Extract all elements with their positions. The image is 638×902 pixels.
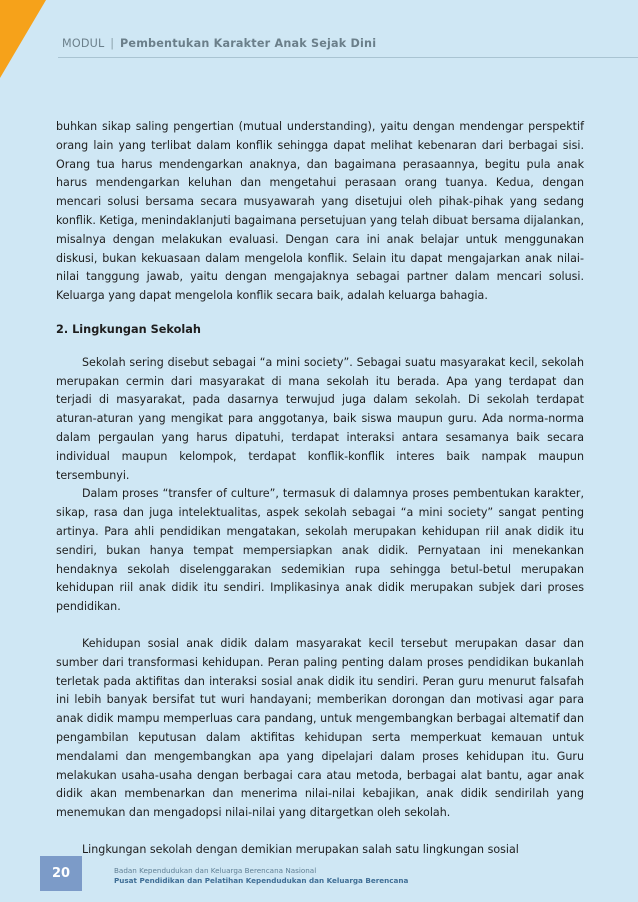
footer-line-1: Badan Kependudukan dan Keluarga Berencana Nasional	[114, 866, 317, 875]
footer-publisher	[114, 866, 408, 886]
paragraph-continued: buhkan sikap saling pengertian (mutual understanding), yaitu dengan mendengar perspektif orang lain yang terlibat dalam konflik sehingga dapat melihat kebenaran dari berbagai sisi. Orang tua harus mendengarkan anaknya, dan bagaimana perasaannya, begitu pula anak harus mendengarkan keluhan dan mengetahui perasaan orang tuanya. Kedua, dengan mencari solusi bersama secara musyawarah yang disetujui oleh pihak-pihak yang sedang konflik. Ketiga, menindaklanjuti bagaimana persetujuan yang telah dibuat bersama dijalankan, misalnya dengan melakukan evaluasi. Dengan cara ini anak belajar untuk menggunakan diskusi, bukan kekuasaan dalam mengelola konflik. Selain itu dapat mengajarkan anak nilai-nilai tanggung jawab, yaitu dengan mengajaknya sebagai partner dalam mencari solusi. Keluarga yang dapat mengelola konflik secara baik, adalah keluarga bahagia.	[56, 120, 584, 303]
corner-accent	[0, 0, 46, 78]
header-subtitle: Pembentukan Karakter Anak Sejak Dini	[120, 37, 377, 50]
header-separator: |	[110, 37, 115, 50]
paragraph: Dalam proses “transfer of culture”, termasuk di dalamnya proses pembentukan karakter, sikap, rasa dan juga intelektualitas, aspek sekolah sebagai “a mini society” sangat penting artinya. Para ahli pendidikan mengatakan, sekolah merupakan kehidupan riil anak didik itu sendiri, bukan hanya tempat mempersiapkan anak didik. Pernyataan ini menekankan hendaknya sekolah diselenggarakan sedemikian rupa sehingga betul-betul merupakan kehidupan riil anak didik itu sendiri. Implikasinya anak didik merupakan subjek dari proses pendidikan.	[56, 487, 584, 614]
page-header	[62, 37, 376, 50]
section-title: 2. Lingkungan Sekolah	[56, 322, 201, 336]
body-text	[56, 118, 584, 860]
paragraph: Kehidupan sosial anak didik dalam masyarakat kecil tersebut merupakan dasar dan sumber dari transformasi kehidupan. Peran paling penting dalam proses pendidikan bukanlah terletak pada aktifitas dan interaksi sosial anak didik itu sendiri. Peran guru menurut falsafah ini lebih banyak bersifat tut wuri handayani; memberikan dorongan dan motivasi agar para anak didik mampu memperluas cara pandang, untuk mengembangkan berbagai altematif dan pengambilan keputusan dalam aktifitas kehidupan serta memperkuat kemauan untuk mendalami dan mengembangkan apa yang dipelajari dalam proses kehidupan itu. Guru melakukan usaha-usaha dengan berbagai cara atau metoda, berbagai alat bantu, agar anak didik akan membenarkan dan menerima nilai-nilai kebajikan, anak didik sendirilah yang menemukan dan mengadopsi nilai-nilai yang ditargetkan oleh sekolah.	[56, 636, 584, 820]
page-number-badge	[40, 856, 82, 891]
footer-line-2: Pusat Pendidikan dan Pelatihan Kependudukan dan Keluarga Berencana	[114, 876, 409, 885]
paragraph: Lingkungan sekolah dengan demikian merupakan salah satu lingkungan sosial	[82, 842, 519, 856]
header-divider	[58, 57, 638, 58]
paragraph: Sekolah sering disebut sebagai “a mini society”. Sebagai suatu masyarakat kecil, sekolah merupakan cermin dari masyarakat di mana sekolah itu berada. Apa yang terdapat dan terjadi di masyarakat, pada dasarnya terwujud juga dalam sekolah. Di sekolah terdapat aturan-aturan yang mengikat para anggotanya, baik siswa maupun guru. Ada norma-norma dalam pergaulan yang harus dipatuhi, terdapat interaksi antara sesamanya baik secara individual maupun kelompok, terdapat konflik-konflik interes baik nampak maupun tersembunyi.	[56, 355, 584, 482]
page-number: 20	[51, 866, 71, 881]
header-module: MODUL	[62, 37, 105, 50]
